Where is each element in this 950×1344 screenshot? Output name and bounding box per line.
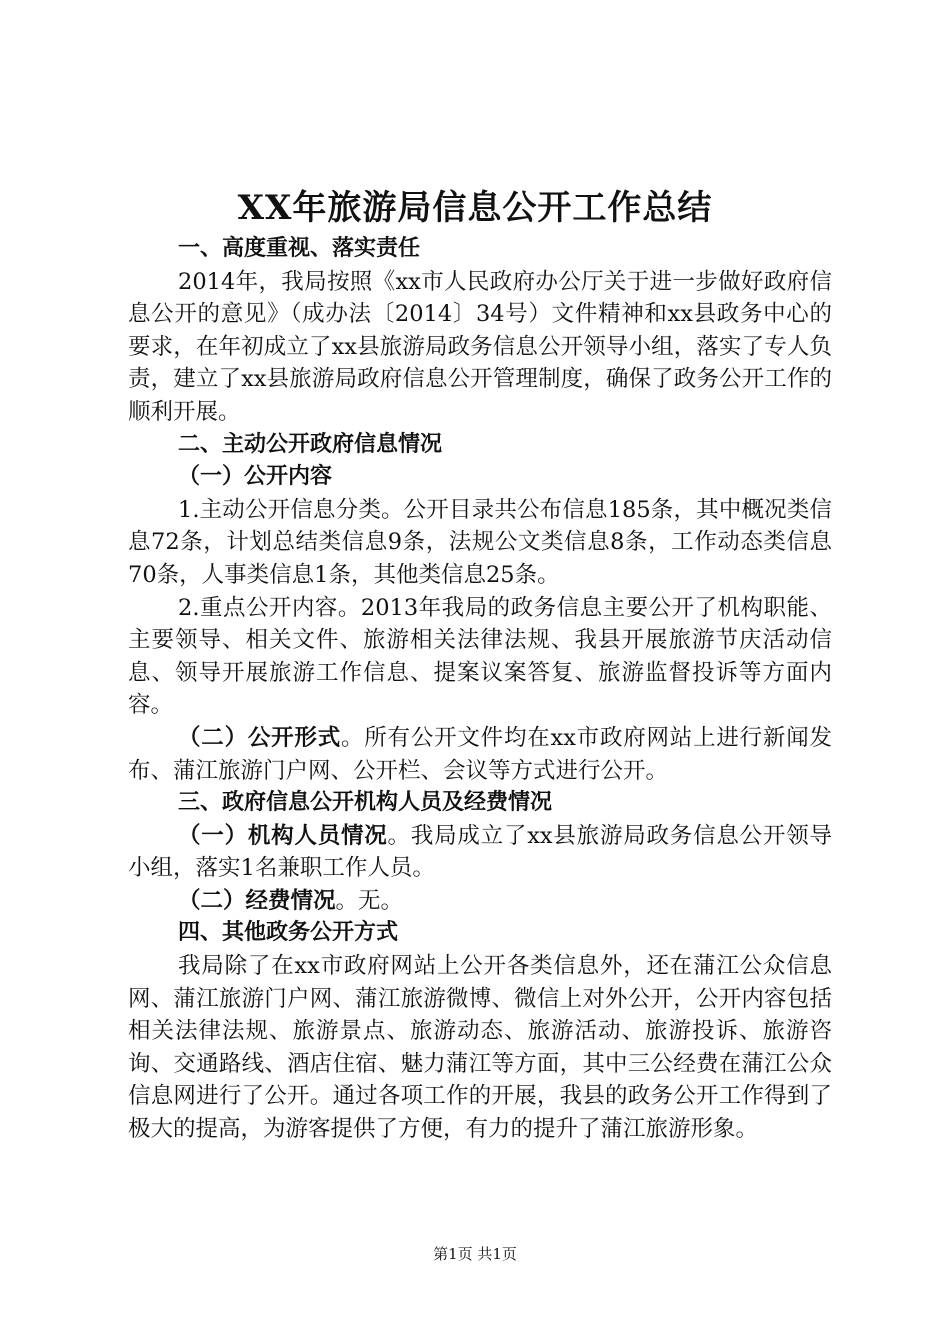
subheading-2-1: （一）公开内容	[178, 464, 333, 490]
paragraph-2-3	[128, 722, 832, 787]
paragraph-2-3-text: 。所有公开文件均在xx市政府网站上进行新闻发布、蒲江旅游门户网、公开栏、会议等方式进行公开。	[128, 724, 832, 784]
paragraph-3-2	[128, 885, 832, 918]
section-heading-2: 二、主动公开政府信息情况	[178, 431, 443, 457]
section-heading-4: 四、其他政务公开方式	[178, 920, 399, 946]
paragraph-3-1-text: 。我局成立了xx县旅游局政务信息公开领导小组，落实1名兼职工作人员。	[128, 822, 832, 882]
page-title: XX年旅游局信息公开工作总结	[237, 188, 713, 228]
paragraph-1: 2014年，我局按照《xx市人民政府办公厅关于进一步做好政府信息公开的意见》（成办法〔2014〕34号）文件精神和xx县政务中心的要求，在年初成立了xx县旅游局政务信息公开领导小组，落实了专人负责，建立了xx县旅游局政府信息公开管理制度，确保了政务公开工作的顺利开展。	[128, 268, 832, 425]
paragraph-2-2: 2.重点公开内容。2013年我局的政务信息主要公开了机构职能、主要领导、相关文件、旅游相关法律法规、我县开展旅游节庆活动信息、领导开展旅游工作信息、提案议案答复、旅游监督投诉等方面内容。	[128, 594, 832, 719]
section-heading-3: 三、政府信息公开机构人员及经费情况	[178, 790, 553, 816]
subheading-3-2: （二）经费情况	[178, 887, 336, 914]
subheading-2-2: （二）公开形式	[178, 724, 341, 751]
document-body	[128, 233, 832, 1146]
section-heading-1: 一、高度重视、落实责任	[178, 236, 421, 261]
subheading-3-1: （一）机构人员情况	[178, 822, 388, 849]
paragraph-3-2-text: 。无。	[335, 887, 404, 914]
paragraph-2-1: 1.主动公开信息分类。公开目录共公布信息185条，其中概况类信息72条，计划总结类信息9条，法规公文类信息8条，工作动态类信息70条，人事类信息1条，其他类信息25条。	[128, 496, 832, 588]
paragraph-4-1: 我局除了在xx市政府网站上公开各类信息外，还在蒲江公众信息网、蒲江旅游门户网、蒲江旅游微博、微信上对外公开，公开内容包括相关法律法规、旅游景点、旅游动态、旅游活动、旅游投诉、旅游咨询、交通路线、酒店住宿、魅力蒲江等方面，其中三公经费在蒲江公众信息网进行了公开。通过各项工作的开展，我县的政务公开工作得到了极大的提高，为游客提供了方便，有力的提升了蒲江旅游形象。	[128, 953, 832, 1143]
page-footer: 第1页 共1页	[433, 1245, 517, 1263]
paragraph-3-1	[128, 820, 832, 885]
